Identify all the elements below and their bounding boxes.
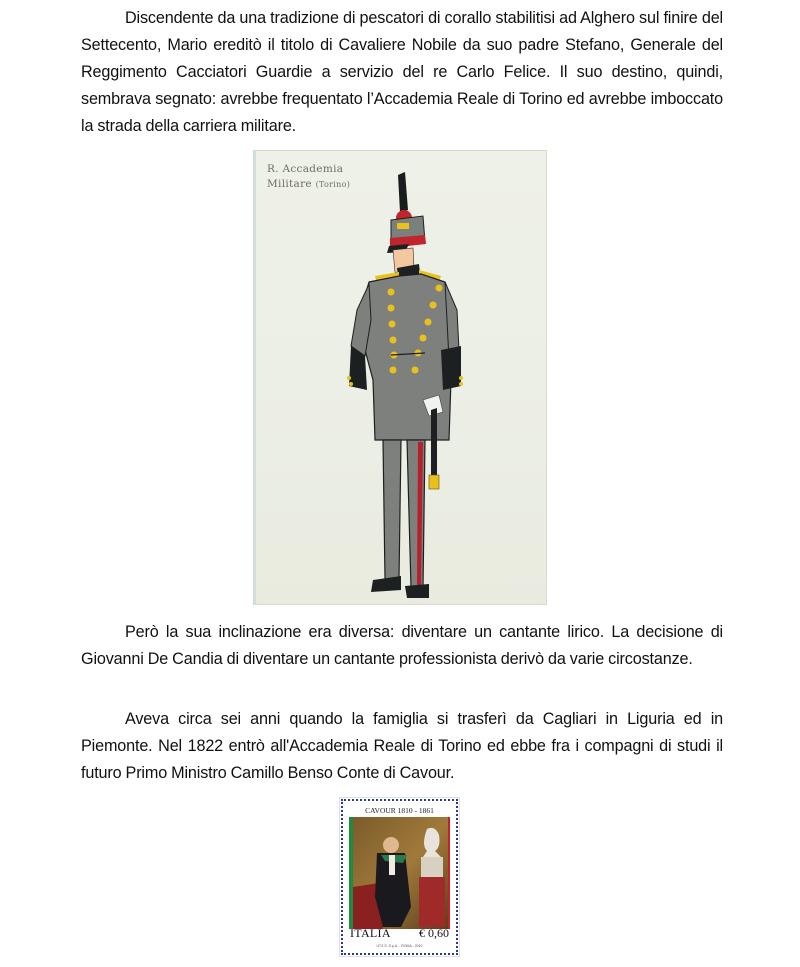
flag-green-stripe	[349, 817, 353, 929]
uniform-coat	[361, 274, 455, 440]
cavour-shirt	[389, 855, 395, 875]
shako-badge	[397, 223, 409, 229]
button	[388, 305, 395, 312]
right-cuff	[441, 346, 461, 390]
button	[425, 319, 432, 326]
button	[389, 321, 396, 328]
button	[420, 335, 427, 342]
button	[388, 289, 395, 296]
left-leg	[383, 440, 401, 580]
stamp-portrait	[349, 817, 450, 929]
cavour-postage-stamp	[341, 799, 458, 955]
button	[412, 367, 419, 374]
red-chair	[419, 877, 445, 927]
cuff-button	[459, 376, 463, 380]
sword-tip	[429, 475, 439, 489]
stamp-title: CAVOUR 1810 - 1861	[365, 806, 434, 815]
paragraph-academy: Aveva circa sei anni quando la famiglia si trasferì da Cagliari in Liguria ed in Piemonte. Nel 1822 entrò all'Accademia Reale di Torino ed ebbe fra i compagni di studi il futuro Primo Ministro Camillo Benso Conte di Cavour.	[81, 710, 723, 782]
postcard-military-academy-illustration	[253, 150, 547, 605]
stamp-country: ITALIA	[350, 926, 391, 940]
stamp-value: € 0,60	[419, 926, 449, 940]
cadet-figure	[253, 150, 547, 605]
left-shoe	[371, 576, 401, 592]
cuff-button	[349, 382, 353, 386]
paragraph-inclination: Però la sua inclinazione era diversa: diventare un cantante lirico. La decisione di Giovanni De Candia di diventare un cantante professionista derivò da varie circostanze.	[81, 623, 723, 668]
stamp-printer: I.P.Z.S. S.p.A. - ROMA - 2010	[376, 944, 423, 948]
cavour-head	[383, 837, 399, 853]
button	[390, 337, 397, 344]
button	[430, 302, 437, 309]
cuff-button	[459, 382, 463, 386]
right-shoe	[405, 584, 429, 598]
flag-red-stripe	[448, 817, 450, 929]
paragraph-ancestry: Discendente da una tradizione di pescatori di corallo stabilitisi ad Alghero sul finire del Settecento, Mario ereditò il titolo di Cavaliere Nobile da suo padre Stefano, Generale del Reggimento Cacciatori Guardie a servizio del re Carlo Felice. Il suo destino, quindi, sembrava segnato: avrebbe frequentato l’Accademia Reale di Torino ed avrebbe imboccato la strada della carriera militare.	[81, 9, 723, 135]
button	[390, 367, 397, 374]
button	[436, 285, 443, 292]
postcard-caption-line1: R. Accademia	[267, 163, 344, 175]
postcard-caption-city: (Torino)	[315, 180, 351, 189]
cuff-button	[347, 376, 351, 380]
postcard-caption-line2: Militare	[267, 178, 312, 190]
shako-plume	[398, 172, 408, 212]
sword-scabbard	[431, 408, 437, 484]
